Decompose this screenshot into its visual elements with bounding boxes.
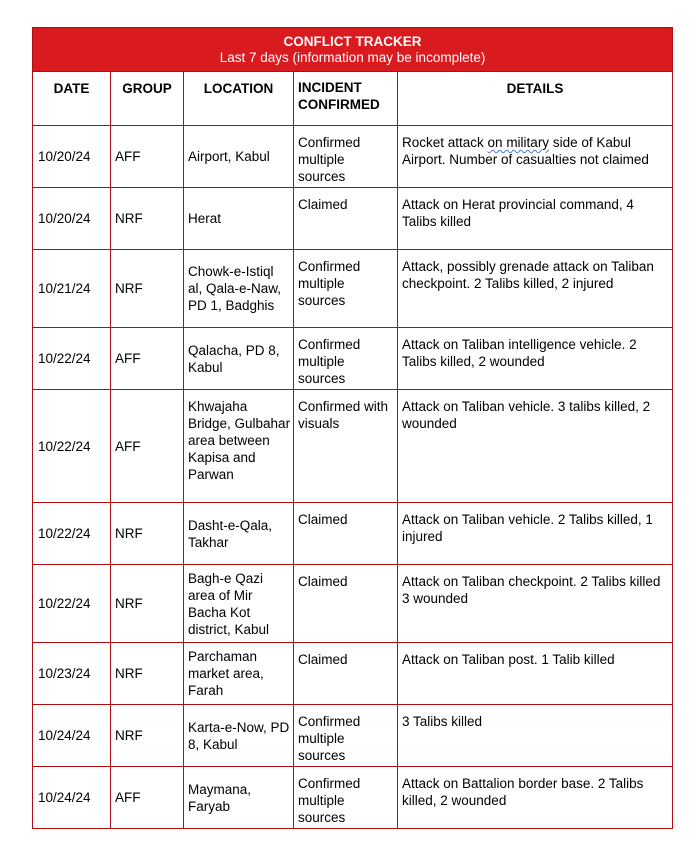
incident-cell: Confirmed multiple sources: [294, 126, 398, 188]
location-cell: Chowk-e-Istiql al, Qala-e-Naw, PD 1, Badghis: [184, 250, 294, 328]
incident-cell: Claimed: [294, 643, 398, 705]
details-cell: 3 Talibs killed: [398, 705, 673, 767]
date-cell: 10/24/24: [33, 767, 111, 829]
location-cell: Khwajaha Bridge, Gulbahar area between Kapisa and Parwan: [184, 390, 294, 503]
banner: [33, 28, 673, 72]
location-cell: Dasht-e-Qala, Takhar: [184, 503, 294, 565]
location-cell: Maymana, Faryab: [184, 767, 294, 829]
incident-cell: Confirmed with visuals: [294, 390, 398, 503]
details-cell: Attack on Taliban checkpoint. 2 Talibs killed 3 wounded: [398, 565, 673, 643]
details-cell: Attack on Herat provincial command, 4 Talibs killed: [398, 188, 673, 250]
date-cell: 10/22/24: [33, 390, 111, 503]
table-row: [33, 188, 673, 250]
group-cell: NRF: [111, 643, 184, 705]
date-cell: 10/23/24: [33, 643, 111, 705]
details-cell: Attack on Taliban intelligence vehicle. 2 Talibs killed, 2 wounded: [398, 328, 673, 390]
group-cell: NRF: [111, 188, 184, 250]
conflict-tracker-table: [32, 27, 673, 829]
table-row: [33, 503, 673, 565]
group-cell: NRF: [111, 565, 184, 643]
group-cell: NRF: [111, 503, 184, 565]
column-header-incident-line2: CONFIRMED: [298, 97, 380, 112]
group-cell: NRF: [111, 250, 184, 328]
location-cell: Parchaman market area, Farah: [184, 643, 294, 705]
details-cell: Attack on Taliban vehicle. 2 Talibs killed, 1 injured: [398, 503, 673, 565]
details-cell: Attack on Battalion border base. 2 Talibs killed, 2 wounded: [398, 767, 673, 829]
banner-title: CONFLICT TRACKER: [283, 33, 422, 49]
column-header-group: GROUP: [111, 72, 184, 126]
table-row: [33, 705, 673, 767]
column-header-details: DETAILS: [398, 72, 673, 126]
group-cell: AFF: [111, 328, 184, 390]
column-header-location: LOCATION: [184, 72, 294, 126]
group-cell: AFF: [111, 390, 184, 503]
column-header-incident-line1: INCIDENT: [298, 80, 362, 95]
group-cell: AFF: [111, 767, 184, 829]
table-row: [33, 565, 673, 643]
incident-cell: Claimed: [294, 188, 398, 250]
table-row: [33, 767, 673, 829]
group-cell: NRF: [111, 705, 184, 767]
table-row: [33, 126, 673, 188]
incident-cell: Claimed: [294, 565, 398, 643]
date-cell: 10/21/24: [33, 250, 111, 328]
column-header-incident: [294, 72, 398, 126]
location-cell: Karta-e-Now, PD 8, Kabul: [184, 705, 294, 767]
banner-row: [33, 28, 673, 72]
banner-subtitle: Last 7 days (information may be incomplete): [219, 49, 486, 65]
date-cell: 10/22/24: [33, 328, 111, 390]
details-cell: Attack on Taliban post. 1 Talib killed: [398, 643, 673, 705]
incident-cell: Confirmed multiple sources: [294, 250, 398, 328]
details-cell: Attack on Taliban vehicle. 3 talibs killed, 2 wounded: [398, 390, 673, 503]
incident-cell: Confirmed multiple sources: [294, 328, 398, 390]
group-cell: AFF: [111, 126, 184, 188]
date-cell: 10/20/24: [33, 188, 111, 250]
details-cell: Attack, possibly grenade attack on Taliban checkpoint. 2 Talibs killed, 2 injured: [398, 250, 673, 328]
incident-cell: Claimed: [294, 503, 398, 565]
date-cell: 10/20/24: [33, 126, 111, 188]
details-text: Rocket attack: [402, 135, 488, 150]
table-row: [33, 328, 673, 390]
location-cell: Bagh-e Qazi area of Mir Bacha Kot district, Kabul: [184, 565, 294, 643]
location-cell: Qalacha, PD 8, Kabul: [184, 328, 294, 390]
table-row: [33, 390, 673, 503]
spellcheck-flagged-text: on military: [487, 135, 550, 150]
location-cell: Herat: [184, 188, 294, 250]
column-header-date: DATE: [33, 72, 111, 126]
details-cell: [398, 126, 673, 188]
date-cell: 10/22/24: [33, 503, 111, 565]
incident-cell: Confirmed multiple sources: [294, 705, 398, 767]
table-row: [33, 250, 673, 328]
column-header-row: [33, 72, 673, 126]
table-row: [33, 643, 673, 705]
location-cell: Airport, Kabul: [184, 126, 294, 188]
date-cell: 10/24/24: [33, 705, 111, 767]
incident-cell: Confirmed multiple sources: [294, 767, 398, 829]
date-cell: 10/22/24: [33, 565, 111, 643]
details-text: side of Kabul Airport. Number of casualties not claimed: [402, 135, 649, 167]
